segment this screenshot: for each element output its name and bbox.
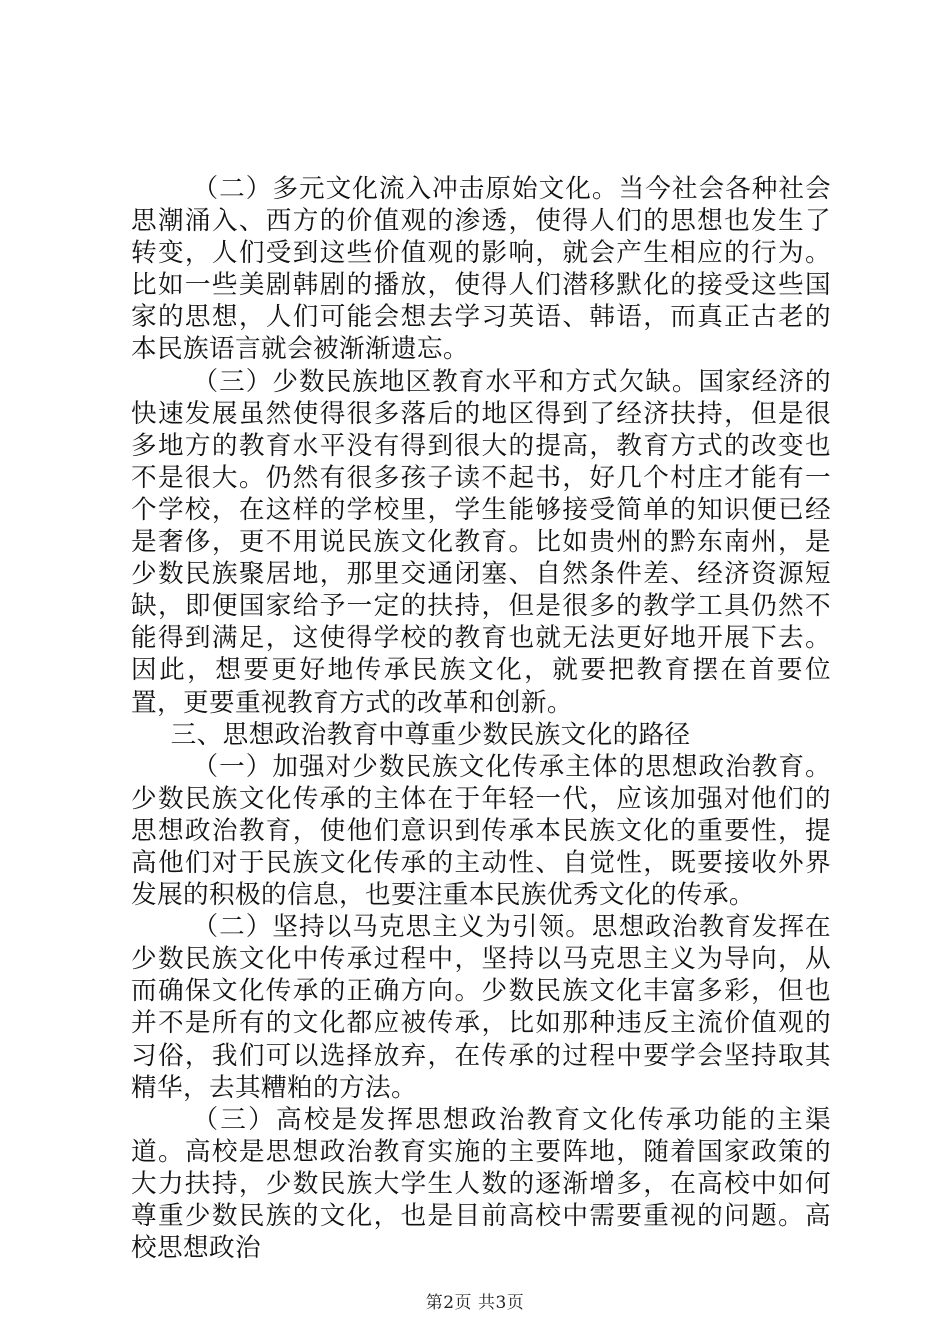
paragraph-inheritance-subject: （一）加强对少数民族文化传承主体的思想政治教育。少数民族文化传承的主体在于年轻一代，应该加强对他们的思想政治教育，使他们意识到传承本民族文化的重要性，提高他们对于民族文化传承的主动性、自觉性，既要接收外界发展的积极的信息，也要注重本民族优秀文化的传承。 [131,751,831,911]
paragraph-cultural-impact: （二）多元文化流入冲击原始文化。当今社会各种社会思潮涌入、西方的价值观的渗透，使得人们的思想也发生了转变，人们受到这些价值观的影响，就会产生相应的行为。比如一些美剧韩剧的播放，使得人们潜移默化的接受这些国家的思想，人们可能会想去学习英语、韩语，而真正古老的本民族语言就会被渐渐遗忘。 [131,174,831,365]
page-number-footer: 第2页 共3页 [425,1293,525,1313]
paragraph-education-gap: （三）少数民族地区教育水平和方式欠缺。国家经济的快速发展虽然使得很多落后的地区得到了经济扶持，但是很多地方的教育水平没有得到很大的提高，教育方式的改变也不是很大。仍然有很多孩子读不起书，好几个村庄才能有一个学校，在这样的学校里，学生能够接受简单的知识便已经是奢侈，更不用说民族文化教育。比如贵州的黔东南州，是少数民族聚居地，那里交通闭塞、自然条件差、经济资源短缺，即便国家给予一定的扶持，但是很多的教学工具仍然不能得到满足，这使得学校的教育也就无法更好地开展下去。因此，想要更好地传承民族文化，就要把教育摆在首要位置，更要重视教育方式的改革和创新。 [131,366,831,718]
paragraph-marxism-guidance: （二）坚持以马克思主义为引领。思想政治教育发挥在少数民族文化中传承过程中，坚持以马克思主义为导向，从而确保文化传承的正确方向。少数民族文化丰富多彩，但也并不是所有的文化都应被传承，比如那种违反主流价值观的习俗，我们可以选择放弃，在传承的过程中要学会坚持取其精华，去其糟粕的方法。 [131,912,831,1103]
document-body [131,173,831,1264]
section-heading: 三、思想政治教育中尊重少数民族文化的路径 [170,719,691,750]
paragraph-universities-channel: （三）高校是发挥思想政治教育文化传承功能的主渠道。高校是思想政治教育实施的主要阵地，随着国家政策的大力扶持，少数民族大学生人数的逐渐增多，在高校中如何尊重少数民族的文化，也是目前高校中需要重视的问题。高校思想政治 [131,1104,831,1264]
